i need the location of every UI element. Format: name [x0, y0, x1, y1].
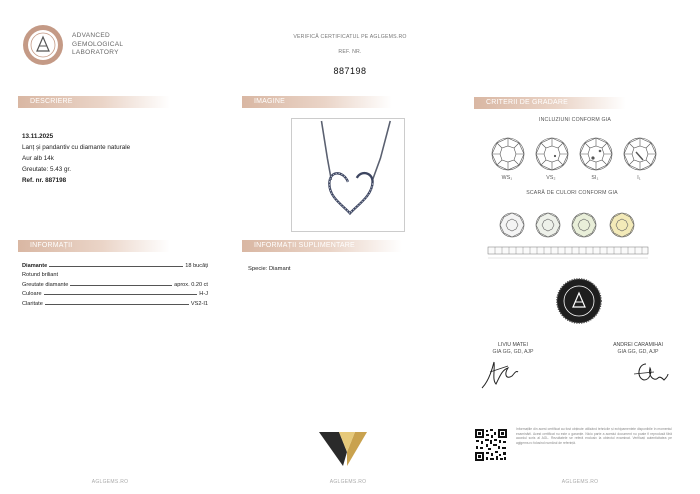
description-metal: Aur alb 14k — [22, 155, 54, 162]
description-date: 13.11.2025 — [22, 133, 54, 140]
color-scale-title: SCARĂ DE CULORI CONFORM GIA — [526, 190, 618, 196]
clarity-title: INCLUZIUNI CONFORM GIA — [538, 117, 612, 123]
section-header-information: INFORMAȚII — [18, 240, 170, 252]
clarity-diagram-vs2 — [536, 138, 568, 170]
info-leader — [70, 285, 172, 286]
product-photo — [291, 118, 405, 232]
information-table — [22, 259, 208, 307]
description-item: Lanț și pandantiv cu diamante naturale — [22, 144, 131, 151]
lab-name — [72, 32, 123, 58]
signature-name: LIVIU MATEI — [498, 342, 528, 348]
signature-image — [630, 358, 670, 388]
signature-credentials: GIA GG, GD, AJP — [617, 349, 659, 355]
clarity-label: VS₂ — [546, 175, 556, 181]
info-row — [22, 288, 208, 298]
signature-image — [478, 358, 524, 392]
info-row — [22, 278, 208, 288]
section-header-supplementary: INFORMAȚII SUPLIMENTARE — [242, 240, 402, 252]
section-header-description: DESCRIERE — [18, 96, 170, 108]
info-row — [22, 259, 208, 269]
color-gem-faint — [572, 213, 596, 237]
description-weight: Greutate: 5.43 gr. — [22, 166, 72, 173]
info-key: Rotund briliant — [22, 272, 59, 278]
color-gem-colorless — [500, 213, 524, 237]
supplementary-species: Specie: Diamant — [248, 266, 291, 272]
info-value: VS2-I1 — [190, 300, 208, 307]
clarity-label: I₁ — [637, 175, 641, 181]
info-value: 18 bucăți — [185, 262, 208, 269]
lab-name-line: GEMOLOGICAL — [72, 40, 124, 48]
footer-website[interactable]: AGLGEMS.RO — [329, 479, 367, 485]
description-ref: Ref. nr. 887198 — [22, 177, 67, 184]
info-key: Claritate — [22, 300, 43, 307]
fine-print: Informațiile din acest certificat au fost obținute utilizând tehnicile și echipamentele disponibile în momentul examinării. Acest certificat nu este o garanție. Nicio parte a acestui document nu poate fi reprodusă fără acordul scris al AGL. Rezultatele se referă exclusiv la obiectul examinat. Verificați autenticitatea pe aglgems.ro folosind numărul de referință. — [516, 427, 672, 445]
info-leader — [49, 266, 183, 267]
lab-logo-seal — [22, 24, 64, 66]
clarity-label: SI₁ — [591, 175, 599, 181]
section-header-image: IMAGINE — [242, 96, 392, 108]
info-row — [22, 269, 208, 279]
color-scale-bar — [488, 247, 648, 258]
info-value: H-J — [199, 291, 208, 297]
ref-number: 887198 — [333, 66, 367, 76]
clarity-diagram-si1 — [580, 138, 612, 170]
brand-v-logo — [317, 430, 369, 468]
info-row — [22, 297, 208, 307]
color-gem-near-colorless — [536, 213, 560, 237]
info-key: Greutate diamante — [22, 281, 69, 288]
info-leader — [44, 294, 198, 295]
signature-credentials: GIA GG, GD, AJP — [492, 349, 534, 355]
footer-website[interactable]: AGLGEMS.RO — [91, 479, 129, 485]
ref-label: REF. NR. — [338, 49, 362, 55]
clarity-diagram-ws1 — [492, 138, 524, 170]
section-header-grading: CRITERII DE GRADARE — [474, 97, 626, 109]
lab-name-line: ADVANCED — [72, 32, 111, 39]
signature-name: ANDREI CARAMIHAI — [613, 342, 663, 348]
description-block — [22, 131, 130, 186]
lab-name-line: LABORATORY — [72, 49, 119, 57]
info-value: aprox. 0.20 ct — [174, 281, 208, 288]
verify-text: VERIFICĂ CERTIFICATUL PE AGLGEMS.RO — [293, 34, 407, 40]
info-key: Diamante — [22, 262, 48, 269]
qr-code[interactable] — [474, 428, 508, 462]
clarity-diagram-i1 — [624, 138, 656, 170]
clarity-label: WS₁ — [501, 175, 513, 181]
color-gem-light — [610, 213, 634, 237]
info-key: Culoare — [22, 291, 42, 297]
footer-website[interactable]: AGLGEMS.RO — [561, 479, 599, 485]
color-scale-diagram — [486, 207, 658, 267]
info-leader — [45, 304, 189, 305]
certification-seal — [556, 278, 602, 324]
